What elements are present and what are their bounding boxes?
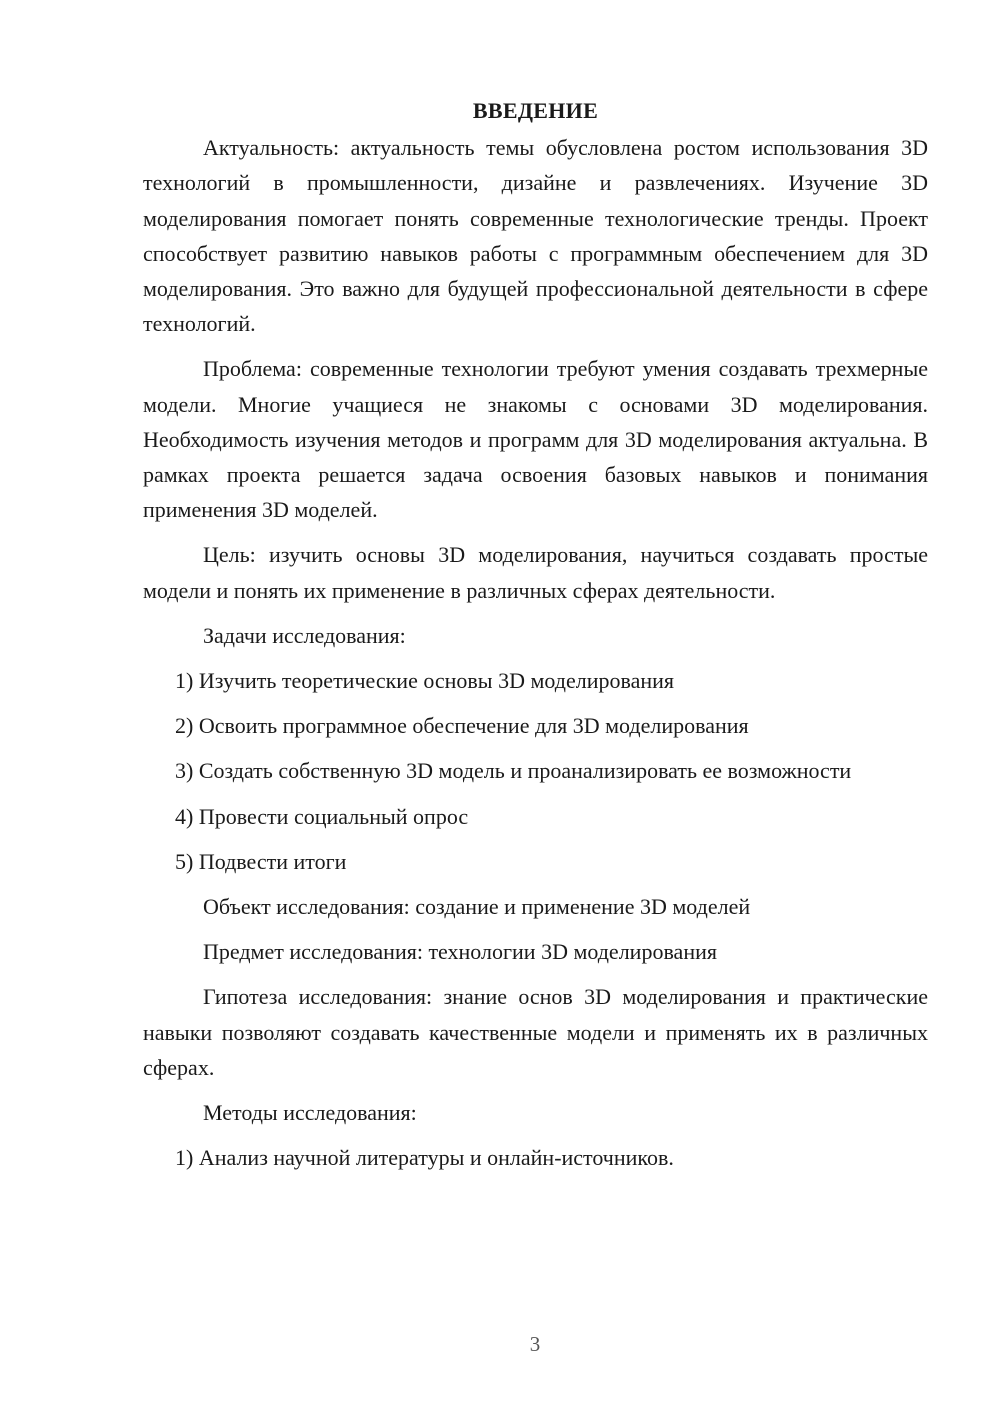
hypothesis-paragraph: Гипотеза исследования: знание основ 3D моделирования и практические навыки позволяют создавать качественные модели и применять их в различных сферах. xyxy=(143,984,928,1080)
task-item-1: 1) Изучить теоретические основы 3D моделирования xyxy=(175,668,674,694)
methods-heading: Методы исследования: xyxy=(203,1100,417,1126)
task-item-4: 4) Провести социальный опрос xyxy=(175,803,469,829)
task-item-2: 2) Освоить программное обеспечение для 3D моделирования xyxy=(175,713,749,739)
object-paragraph: Объект исследования: создание и применение 3D моделей xyxy=(203,894,751,920)
section-title: ВВЕДЕНИЕ xyxy=(472,98,599,123)
tasks-heading: Задачи исследования: xyxy=(203,622,406,648)
problem-paragraph: Проблема: современные технологии требуют умения создавать трехмерные модели. Многие учащиеся не знакомы с основами 3D моделирования. Необходимость изучения методов и программ для 3D моделирования актуальна. В рамках проекта решается задача освоения базовых навыков и понимания применения 3D моделей. xyxy=(143,356,928,523)
relevance-paragraph: Актуальность: актуальность темы обусловлена ростом использования 3D технологий в промышленности, дизайне и развлечениях. Изучение 3D моделирования помогает понять современные технологические тренды. Проект способствует развитию навыков работы с программным обеспечением для 3D моделирования. Это важно для будущей профессиональной деятельности в сфере технологий. xyxy=(143,135,928,337)
goal-paragraph: Цель: изучить основы 3D моделирования, научиться создавать простые модели и понять их применение в различных сферах деятельности. xyxy=(143,542,928,603)
page-number: 3 xyxy=(529,1332,541,1356)
page-body xyxy=(143,93,928,1185)
method-item-1: 1) Анализ научной литературы и онлайн-источников. xyxy=(175,1145,674,1171)
task-item-3: 3) Создать собственную 3D модель и проанализировать ее возможности xyxy=(175,758,852,784)
subject-paragraph: Предмет исследования: технологии 3D моделирования xyxy=(203,939,717,965)
task-item-5: 5) Подвести итоги xyxy=(175,848,347,874)
